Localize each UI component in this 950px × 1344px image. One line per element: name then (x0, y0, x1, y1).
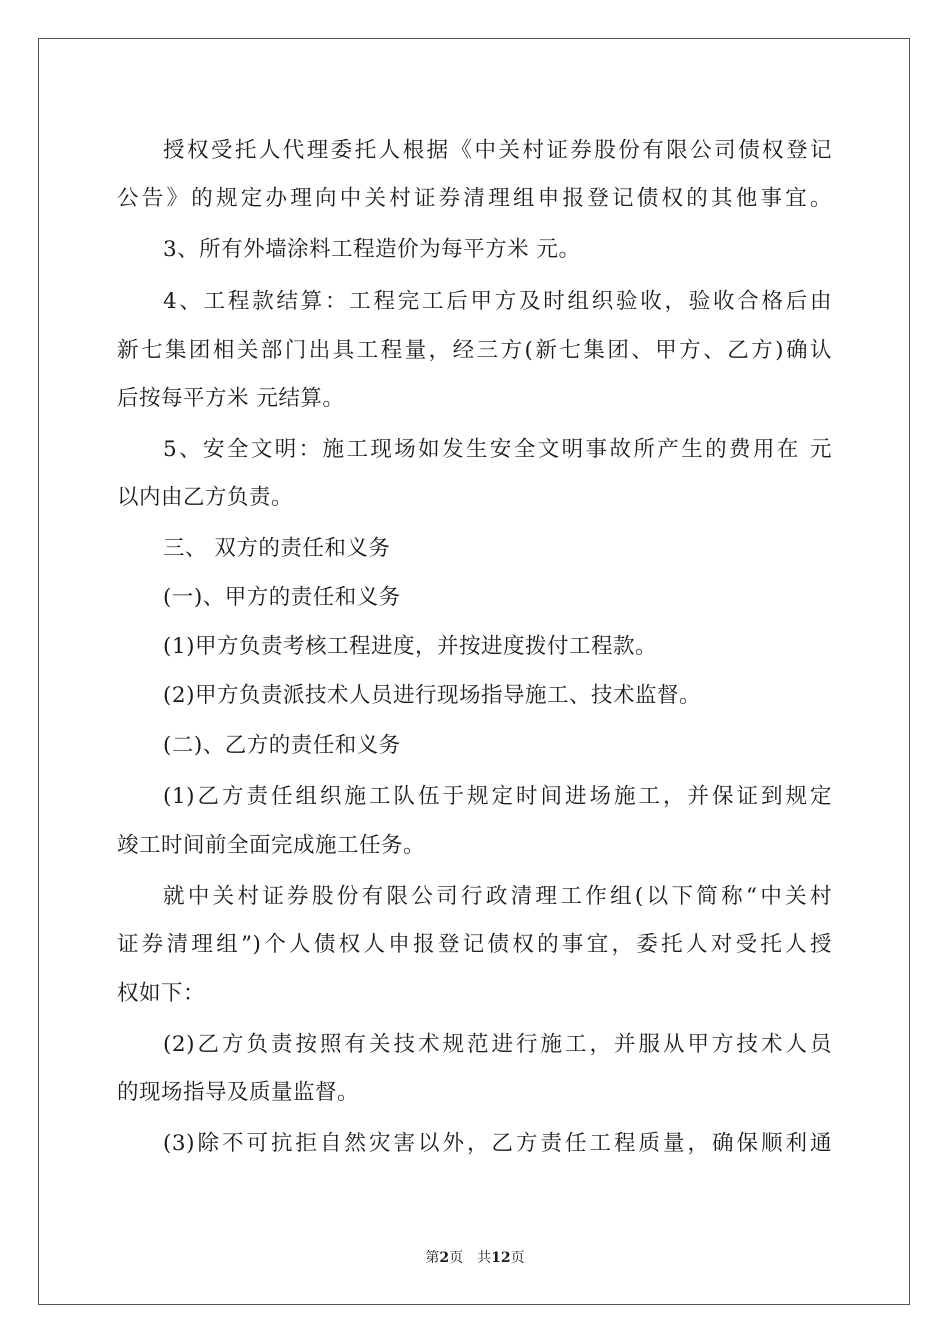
text-line: (2)甲方负责派技术人员进行现场指导施工、技术监督。 (163, 683, 701, 708)
text-line: 公告》的规定办理向中关村证券清理组申报登记债权的其他事宜。 (117, 186, 832, 211)
current-page-number: 2 (439, 1250, 450, 1266)
text-line: 竣工时间前全面完成施工任务。 (117, 833, 426, 858)
text-line: (1)乙方责任组织施工队伍于规定时间进场施工，并保证到规定 (163, 784, 832, 809)
total-page-count: 12 (491, 1250, 511, 1266)
text-line: (1)甲方负责考核工程进度，并按进度拨付工程款。 (163, 634, 657, 659)
footer-prefix: 第 (425, 1250, 440, 1266)
text-line: 3、所有外墙涂料工程造价为每平方米 元。 (163, 237, 581, 262)
subsection-heading: (二)、乙方的责任和义务 (163, 733, 401, 758)
text-line: 权如下： (117, 981, 206, 1006)
text-line: 授权受托人代理委托人根据《中关村证券股份有限公司债权登记 (163, 138, 832, 163)
footer-suffix: 页 (510, 1250, 525, 1266)
text-line: 以内由乙方负责。 (117, 485, 294, 510)
footer-mid: 页 共 (449, 1250, 492, 1266)
page-border (38, 38, 910, 1305)
text-line: 的现场指导及质量监督。 (117, 1080, 360, 1105)
text-line: (2)乙方负责按照有关技术规范进行施工，并服从甲方技术人员 (163, 1032, 832, 1057)
subsection-heading: (一)、甲方的责任和义务 (163, 585, 401, 610)
text-line: 就中关村证券股份有限公司行政清理工作组(以下简称“中关村 (163, 884, 832, 909)
text-line: 后按每平方米 元结算。 (117, 386, 345, 411)
text-line: 4、工程款结算：工程完工后甲方及时组织验收，验收合格后由 (163, 289, 832, 314)
page-footer (0, 1248, 950, 1268)
text-line: 证券清理组”)个人债权人申报登记债权的事宜，委托人对受托人授 (117, 932, 832, 957)
text-line: 新七集团相关部门出具工程量，经三方(新七集团、甲方、乙方)确认 (117, 338, 832, 363)
text-line: (3)除不可抗拒自然灾害以外，乙方责任工程质量，确保顺利通 (163, 1131, 832, 1156)
text-line: 5、安全文明：施工现场如发生安全文明事故所产生的费用在 元 (163, 437, 832, 462)
section-heading: 三、 双方的责任和义务 (163, 536, 391, 561)
